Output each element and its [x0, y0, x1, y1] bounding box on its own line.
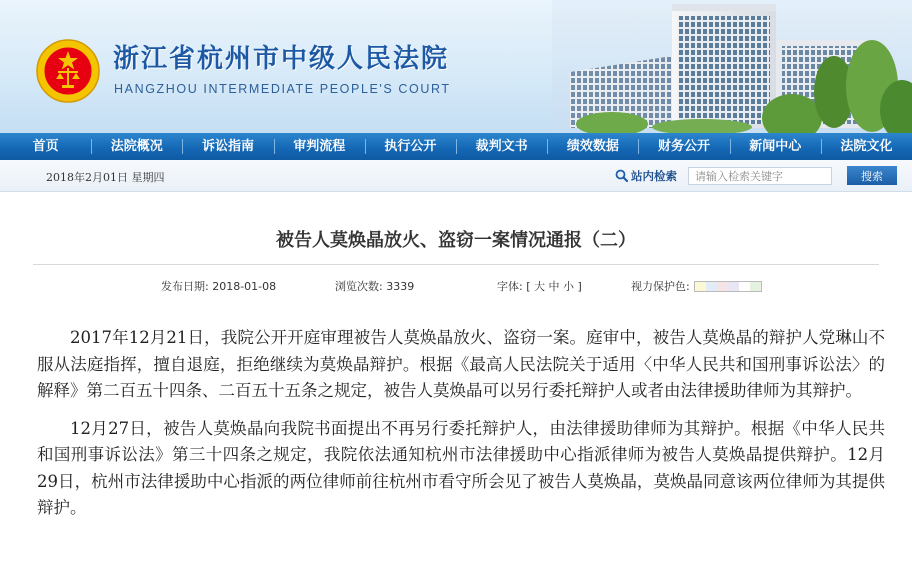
font-size-small[interactable]: 小 [563, 280, 575, 293]
court-emblem-icon [36, 39, 100, 103]
nav-execution-disclosure[interactable]: 执行公开 [365, 133, 456, 160]
article-title: 被告人莫焕晶放火、盗窃一案情况通报（二） [276, 230, 636, 251]
font-size-large[interactable]: 大 [534, 280, 546, 293]
main-nav [0, 133, 912, 160]
font-bracket-close: ] [577, 280, 582, 293]
color-swatch[interactable] [695, 282, 706, 291]
site-title-english: HANGZHOU INTERMEDIATE PEOPLE'S COURT [114, 82, 451, 96]
site-title: 浙江省杭州市中级人民法院 [113, 44, 450, 74]
nav-trial-process[interactable]: 审判流程 [274, 133, 365, 160]
search-icon [615, 169, 628, 182]
nav-judgment-documents[interactable]: 裁判文书 [456, 133, 547, 160]
nav-performance-data[interactable]: 绩效数据 [547, 133, 638, 160]
nav-news-center[interactable]: 新闻中心 [730, 133, 821, 160]
nav-financial-disclosure[interactable]: 财务公开 [638, 133, 729, 160]
article-paragraph: 2017年12月21日，我院公开开庭审理被告人莫焕晶放火、盗窃一案。庭审中，被告人莫焕晶的辩护人党琳山不服从法庭指挥，擅自退庭，拒绝继续为莫焕晶辩护。根据《最高人民法院关于适用〈中华人民共和国刑事诉讼法〉的解释》第二百五十四条、二百五十五条之规定，被告人莫焕晶可以另行委托辩护人或者由法律援助律师为其辩护。 [37, 328, 885, 400]
color-swatch[interactable] [739, 282, 750, 291]
color-swatches [694, 281, 762, 292]
title-divider [33, 264, 879, 265]
color-swatch[interactable] [706, 282, 717, 291]
court-building-image [552, 0, 912, 133]
current-date: 2018年2月01日 星期四 [46, 171, 165, 184]
font-size-medium[interactable]: 中 [548, 280, 560, 293]
font-size-label: 字体: [497, 280, 523, 293]
search-label: 站内检索 [631, 169, 677, 183]
publish-date [161, 278, 276, 294]
search-input[interactable] [688, 167, 832, 185]
search-button[interactable]: 搜索 [847, 166, 897, 185]
eye-protection-label: 视力保护色: [631, 280, 690, 293]
article-paragraph: 12月27日，被告人莫焕晶向我院书面提出不再另行委托辩护人，由法律援助律师为其辩护。根据《中华人民共和国刑事诉讼法》第三十四条之规定，我院依法通知杭州市法律援助中心指派律师为被告人莫焕晶提供辩护。12月29日，杭州市法律援助中心指派的两位律师前往杭州市看守所会见了被告人莫焕晶，莫焕晶同意该两位律师为其提供辩护。 [37, 418, 885, 517]
color-swatch[interactable] [750, 282, 761, 291]
view-count-label: 浏览次数: [335, 280, 383, 293]
color-swatch[interactable] [717, 282, 728, 291]
nav-litigation-guide[interactable]: 诉讼指南 [182, 133, 273, 160]
date-search-bar [0, 160, 912, 192]
nav-home[interactable]: 首页 [32, 139, 59, 154]
site-header [0, 0, 912, 133]
view-count [335, 278, 414, 294]
color-swatch[interactable] [728, 282, 739, 291]
article-content [37, 325, 885, 533]
nav-court-culture[interactable]: 法院文化 [821, 133, 912, 160]
view-count-value: 3339 [386, 280, 415, 293]
publish-date-label: 发布日期: [161, 280, 209, 293]
font-bracket-open: [ [526, 280, 531, 293]
publish-date-value: 2018-01-08 [212, 280, 277, 293]
font-size-selector [497, 278, 582, 294]
eye-protection-colors [631, 278, 762, 294]
nav-court-overview[interactable]: 法院概况 [91, 133, 182, 160]
